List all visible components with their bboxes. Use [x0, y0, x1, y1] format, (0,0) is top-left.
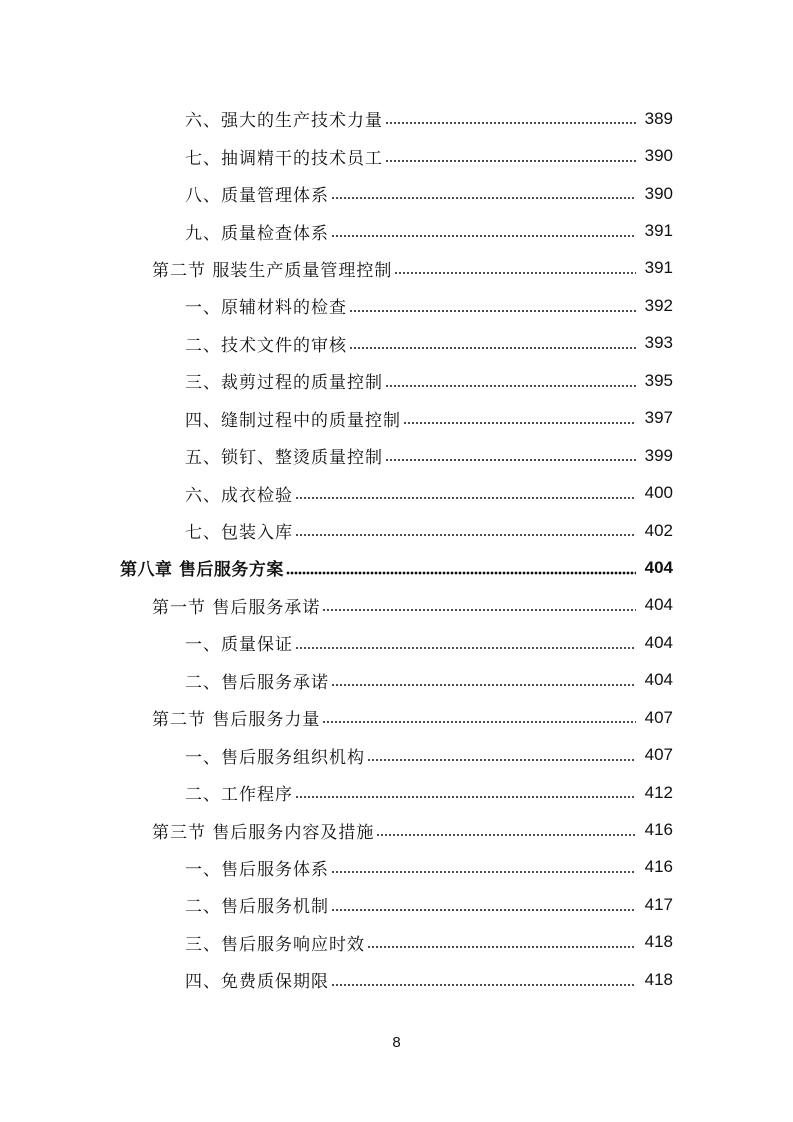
dot-leader	[331, 234, 636, 238]
toc-entry-label: 第一节 售后服务承诺	[152, 597, 321, 618]
dot-leader	[331, 196, 636, 200]
toc-entry-label: 六、强大的生产技术力量	[185, 111, 383, 132]
dot-leader	[376, 833, 636, 837]
dot-leader	[367, 945, 636, 949]
toc-entry-label: 七、包装入库	[185, 523, 293, 544]
toc-entry-page: 407	[644, 707, 673, 727]
toc-entry-label: 四、免费质保期限	[185, 972, 329, 993]
toc-entry-label: 二、工作程序	[185, 785, 293, 806]
toc-entry[interactable]	[0, 325, 793, 362]
toc-entry[interactable]	[0, 886, 793, 923]
dot-leader	[385, 458, 636, 462]
toc-entry-page: 390	[644, 146, 673, 166]
toc-entry-page: 391	[644, 221, 673, 241]
toc-entry[interactable]	[0, 474, 793, 511]
toc-entry[interactable]	[0, 736, 793, 773]
toc-section-entry[interactable]	[0, 811, 793, 848]
toc-entry-label: 六、成衣检验	[185, 485, 293, 506]
toc-chapter-entry[interactable]	[0, 549, 793, 586]
dot-leader	[322, 608, 636, 612]
toc-entry-label: 九、质量检查体系	[185, 223, 329, 244]
toc-entry-page: 407	[644, 745, 673, 765]
toc-entry[interactable]	[0, 212, 793, 249]
toc-section-entry[interactable]	[0, 250, 793, 287]
toc-entry-label: 第三节 售后服务内容及措施	[152, 822, 375, 843]
toc-entry-page: 418	[644, 932, 673, 952]
toc-entry-page: 392	[644, 295, 673, 315]
toc-entry[interactable]	[0, 287, 793, 324]
toc-entry[interactable]	[0, 512, 793, 549]
toc-entry-page: 417	[644, 894, 673, 914]
toc-entry-label: 七、抽调精干的技术员工	[185, 148, 383, 169]
toc-entry-page: 404	[644, 632, 673, 652]
toc-entry-page: 393	[644, 333, 673, 353]
toc-entry-label: 三、裁剪过程的质量控制	[185, 373, 383, 394]
toc-entry[interactable]	[0, 662, 793, 699]
toc-entry-label: 一、售后服务体系	[185, 859, 329, 880]
toc-entry[interactable]	[0, 175, 793, 212]
toc-entry-page: 404	[644, 557, 673, 577]
toc-entry-page: 402	[644, 520, 673, 540]
toc-entry-page: 416	[644, 820, 673, 840]
dot-leader	[331, 683, 636, 687]
dot-leader	[367, 758, 636, 762]
toc-entry[interactable]	[0, 774, 793, 811]
dot-leader	[295, 795, 636, 799]
toc-entry[interactable]	[0, 400, 793, 437]
toc-entry-label: 二、售后服务机制	[185, 897, 329, 918]
dot-leader	[403, 421, 636, 425]
toc-entry-page: 412	[644, 782, 673, 802]
toc-entry[interactable]	[0, 362, 793, 399]
dot-leader	[385, 121, 636, 125]
dot-leader	[295, 646, 636, 650]
toc-entry-label: 四、缝制过程中的质量控制	[185, 410, 401, 431]
dot-leader	[331, 908, 636, 912]
toc-entry-page: 390	[644, 183, 673, 203]
dot-leader	[385, 384, 636, 388]
dot-leader	[349, 309, 636, 313]
toc-entry[interactable]	[0, 137, 793, 174]
toc-entry-label: 五、锁钉、整烫质量控制	[185, 448, 383, 469]
toc-entry-page: 416	[644, 857, 673, 877]
toc-entry-label: 二、售后服务承诺	[185, 672, 329, 693]
toc-entry-page: 404	[644, 595, 673, 615]
dot-leader	[322, 720, 636, 724]
toc-entry[interactable]	[0, 437, 793, 474]
toc-entry-page: 404	[644, 670, 673, 690]
toc-entry-page: 400	[644, 483, 673, 503]
toc-entry-label: 第八章 售后服务方案	[120, 560, 284, 581]
dot-leader	[295, 533, 636, 537]
toc-entry[interactable]	[0, 100, 793, 137]
dot-leader	[295, 496, 636, 500]
toc-entry-label: 一、原辅材料的检查	[185, 298, 347, 319]
toc-entry[interactable]	[0, 924, 793, 961]
toc-entry-label: 第二节 服装生产质量管理控制	[152, 260, 393, 281]
toc-entry-page: 389	[644, 108, 673, 128]
toc-entry-label: 八、质量管理体系	[185, 186, 329, 207]
dot-leader	[394, 271, 636, 275]
toc-entry-page: 397	[644, 408, 673, 428]
toc-entry-page: 395	[644, 370, 673, 390]
toc-entry-page: 391	[644, 258, 673, 278]
dot-leader	[331, 983, 636, 987]
toc-entry-label: 二、技术文件的审核	[185, 335, 347, 356]
dot-leader	[286, 571, 636, 575]
toc-entry-label: 一、质量保证	[185, 635, 293, 656]
toc-entry-page: 399	[644, 445, 673, 465]
toc-entry-label: 第二节 售后服务力量	[152, 710, 321, 731]
toc-entry-label: 三、售后服务响应时效	[185, 934, 365, 955]
toc-entry[interactable]	[0, 849, 793, 886]
table-of-contents	[0, 100, 793, 999]
page-number: 8	[392, 1034, 401, 1051]
toc-entry[interactable]	[0, 961, 793, 998]
dot-leader	[349, 346, 636, 350]
toc-section-entry[interactable]	[0, 587, 793, 624]
toc-entry-label: 一、售后服务组织机构	[185, 747, 365, 768]
dot-leader	[331, 870, 636, 874]
toc-entry-page: 418	[644, 969, 673, 989]
dot-leader	[385, 159, 636, 163]
toc-section-entry[interactable]	[0, 699, 793, 736]
toc-entry[interactable]	[0, 624, 793, 661]
